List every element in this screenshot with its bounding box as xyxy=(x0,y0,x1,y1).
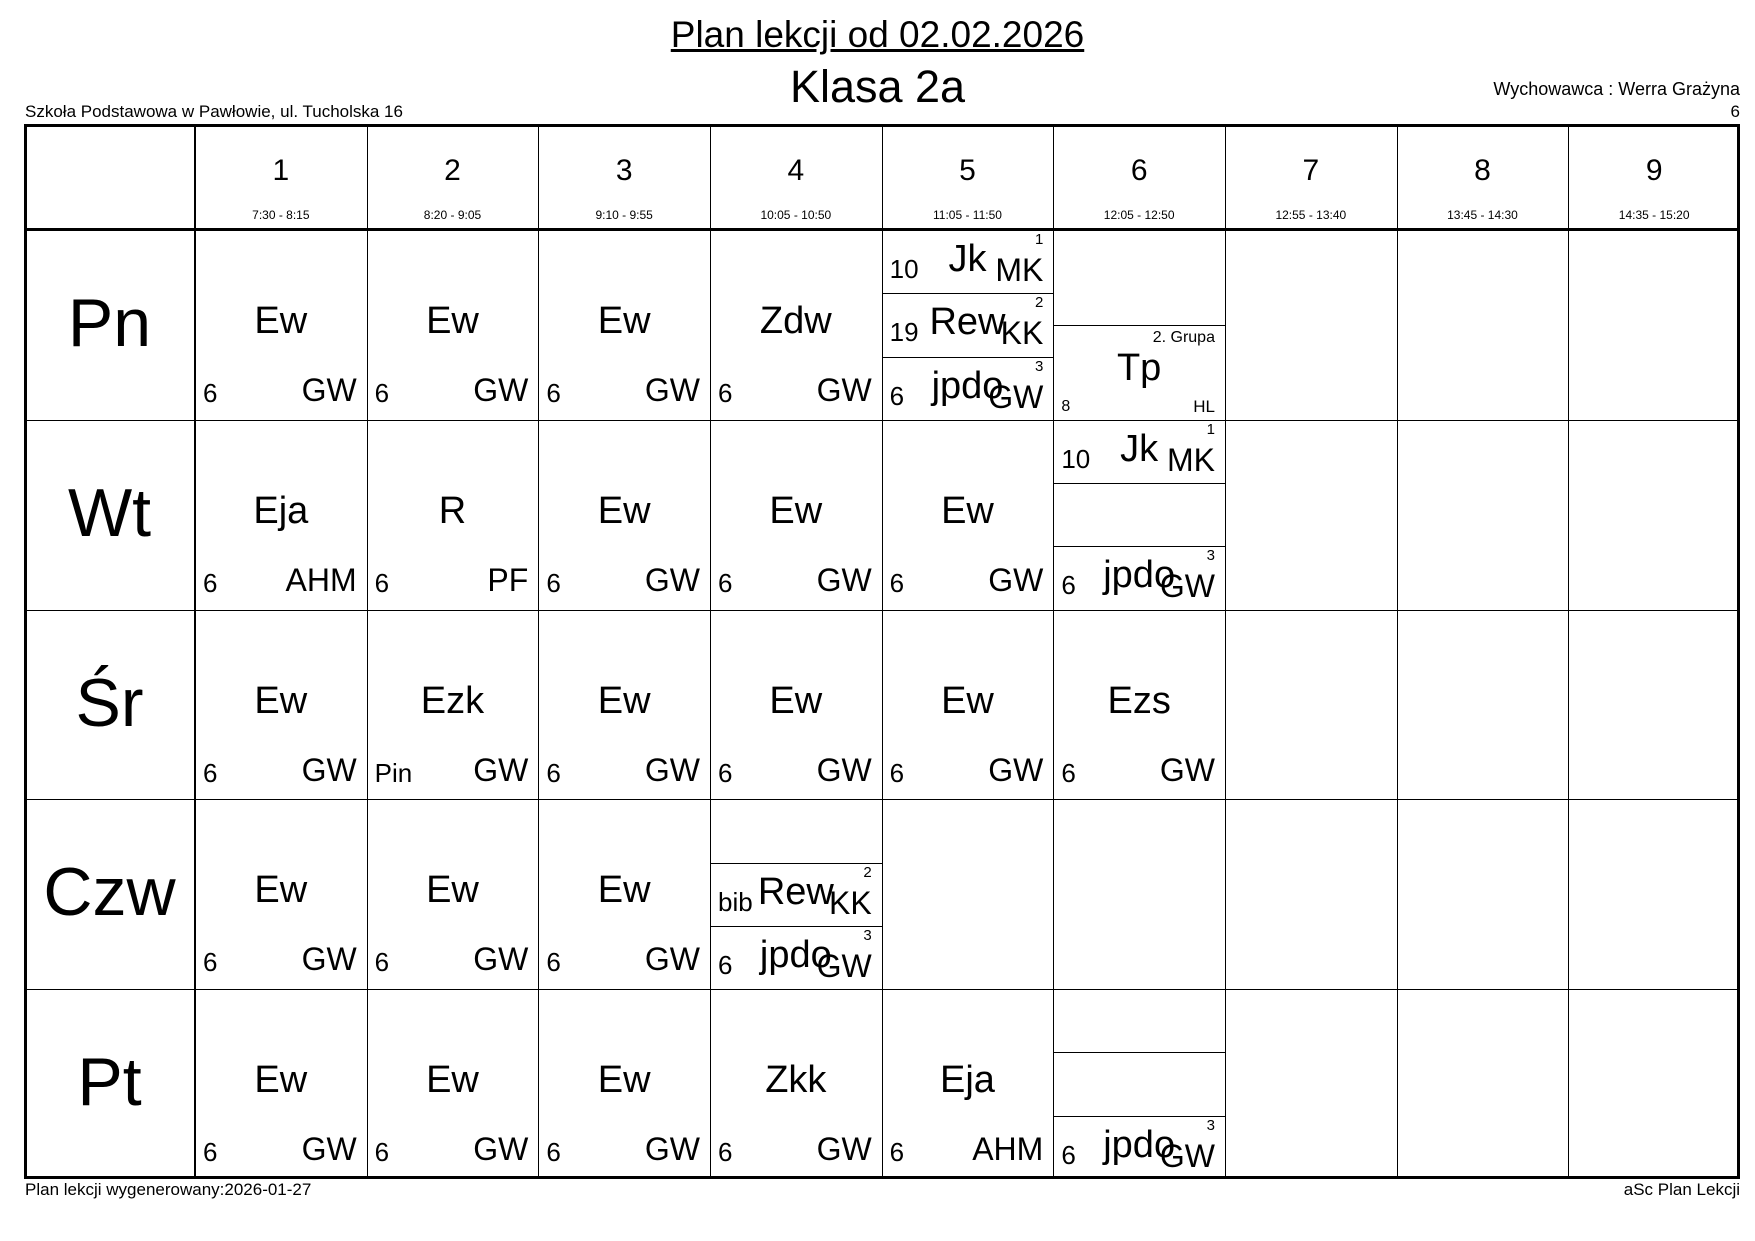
lesson-room: 6 xyxy=(374,378,390,408)
lesson-room: 6 xyxy=(203,378,218,408)
lesson-subject[interactable]: Ew xyxy=(769,489,823,532)
lesson-room: 6 xyxy=(203,947,218,978)
lesson-teacher: GW xyxy=(644,561,700,598)
lesson-room: 6 xyxy=(889,567,905,598)
lesson-room: 6 xyxy=(718,1137,733,1168)
lesson-subject[interactable]: Ezk xyxy=(420,679,485,722)
period-divider xyxy=(1568,124,1569,1179)
lesson-room: 19 xyxy=(889,317,919,348)
period-divider xyxy=(367,124,368,1179)
lesson-subject[interactable]: Ew xyxy=(254,1059,308,1102)
lesson-room: 6 xyxy=(546,757,561,788)
lesson-subject[interactable]: jpdo xyxy=(1103,554,1176,597)
lesson-subject[interactable]: Eja xyxy=(253,489,309,532)
timetable-grid xyxy=(24,124,1740,1179)
class-teacher: Wychowawca : Werra Grażyna xyxy=(1493,79,1740,99)
lesson-room: bib xyxy=(718,886,753,917)
lesson-teacher: GW xyxy=(473,1131,529,1168)
lesson-teacher: GW xyxy=(644,941,700,978)
day-label: Wt xyxy=(67,474,152,551)
class-name: Klasa 2a xyxy=(789,61,966,112)
lesson-room: 6 xyxy=(546,1137,561,1168)
group-divider xyxy=(710,863,882,864)
group-divider xyxy=(882,293,1054,294)
lesson-room: 6 xyxy=(1061,570,1076,601)
group-number: 2 xyxy=(1034,294,1044,312)
lesson-subject[interactable]: R xyxy=(438,489,467,532)
group-divider xyxy=(1053,1116,1225,1117)
lesson-subject[interactable]: Zdw xyxy=(759,300,832,342)
lesson-subject[interactable]: Ew xyxy=(254,869,308,912)
period-number: 4 xyxy=(787,154,805,187)
lesson-teacher: GW xyxy=(644,1131,700,1168)
lesson-teacher: AHM xyxy=(972,1131,1044,1168)
app-name: aSc Plan Lekcji xyxy=(1623,1180,1740,1199)
lesson-subject[interactable]: Ew xyxy=(941,489,994,532)
lesson-room: 6 xyxy=(889,757,905,788)
period-number: 9 xyxy=(1645,154,1663,187)
lesson-room: 6 xyxy=(718,757,733,788)
school-name: Szkoła Podstawowa w Pawłowie, ul. Tucholska 16 xyxy=(25,102,403,121)
group-divider xyxy=(1053,483,1225,484)
lesson-subject[interactable]: Jk xyxy=(948,238,987,280)
lesson-subject[interactable]: Ew xyxy=(597,489,651,532)
period-time: 7:30 - 8:15 xyxy=(252,208,310,222)
lesson-room: 8 xyxy=(1061,397,1071,415)
period-number: 7 xyxy=(1302,154,1320,187)
lesson-room: 6 xyxy=(889,1137,905,1168)
lesson-subject[interactable]: Jk xyxy=(1120,427,1159,470)
lesson-teacher: GW xyxy=(473,751,529,788)
page-title: Plan lekcji od 02.02.2026 xyxy=(670,14,1085,55)
period-number: 3 xyxy=(615,154,633,187)
group-number: 3 xyxy=(863,926,872,944)
period-time: 14:35 - 15:20 xyxy=(1618,208,1690,222)
lesson-room: 6 xyxy=(1061,757,1076,788)
lesson-teacher: GW xyxy=(816,947,872,984)
day-label: Czw xyxy=(43,854,176,931)
group-divider xyxy=(882,357,1054,358)
lesson-teacher: GW xyxy=(301,751,357,788)
lesson-room: 6 xyxy=(889,380,905,411)
lesson-room: 10 xyxy=(1061,443,1091,474)
lesson-subject[interactable]: Ew xyxy=(426,869,479,912)
lesson-room: 6 xyxy=(1061,1139,1076,1170)
group-number: 2 xyxy=(863,863,872,881)
period-divider xyxy=(538,124,539,1179)
lesson-teacher: KK xyxy=(828,884,872,921)
lesson-teacher: KK xyxy=(1000,315,1044,352)
period-number: 1 xyxy=(272,154,290,187)
lesson-room: 6 xyxy=(546,947,561,978)
lesson-teacher: GW xyxy=(816,1131,872,1168)
period-number: 5 xyxy=(959,154,976,187)
day-divider xyxy=(24,799,1740,800)
group-number: 1 xyxy=(1034,231,1044,248)
period-divider xyxy=(1053,124,1054,1179)
period-number: 8 xyxy=(1474,154,1491,187)
lesson-subject[interactable]: Rew xyxy=(929,301,1006,344)
lesson-room: 6 xyxy=(718,949,733,980)
lesson-teacher: GW xyxy=(988,378,1044,415)
group-number: 3 xyxy=(1034,357,1044,375)
lesson-subject[interactable]: Ew xyxy=(941,679,994,722)
lesson-teacher: AHM xyxy=(285,561,357,598)
period-number: 6 xyxy=(1130,154,1148,187)
lesson-subject[interactable]: Ew xyxy=(254,300,308,342)
day-label: Pn xyxy=(67,284,152,361)
day-label: Śr xyxy=(75,664,144,741)
period-divider xyxy=(710,124,711,1179)
group-number: 3 xyxy=(1206,547,1215,565)
lesson-subject[interactable]: Ew xyxy=(597,1059,651,1102)
lesson-subject[interactable]: Ew xyxy=(597,679,651,722)
lesson-teacher: GW xyxy=(816,372,872,408)
lesson-teacher: GW xyxy=(473,941,529,978)
lesson-teacher: GW xyxy=(988,751,1044,788)
lesson-subject[interactable]: Tp xyxy=(1116,346,1162,389)
group-number: 1 xyxy=(1206,420,1215,438)
period-time: 11:05 - 11:50 xyxy=(933,208,1002,222)
day-label: Pt xyxy=(77,1044,142,1121)
lesson-teacher: GW xyxy=(816,751,872,788)
lesson-subject[interactable]: Ew xyxy=(597,300,651,342)
group-divider xyxy=(1053,546,1225,547)
group-divider xyxy=(1053,1052,1225,1053)
lesson-teacher: GW xyxy=(1159,751,1215,788)
lesson-room: 6 xyxy=(203,567,218,598)
lesson-subject[interactable]: Ew xyxy=(254,679,308,722)
period-time: 8:20 - 9:05 xyxy=(423,208,482,222)
class-teacher-room: 6 xyxy=(1730,102,1740,121)
lesson-teacher: GW xyxy=(1159,1137,1215,1174)
period-time: 10:05 - 10:50 xyxy=(760,208,832,222)
lesson-room: 6 xyxy=(718,378,733,408)
lesson-room: Pin xyxy=(374,757,413,788)
lesson-teacher: GW xyxy=(644,372,700,408)
period-time: 13:45 - 14:30 xyxy=(1447,208,1518,222)
lesson-teacher: GW xyxy=(816,561,872,598)
group-number: 3 xyxy=(1206,1116,1215,1134)
lesson-room: 6 xyxy=(374,567,390,598)
lesson-subject[interactable]: Eja xyxy=(940,1059,995,1102)
lesson-teacher: GW xyxy=(301,941,357,978)
lesson-room: 6 xyxy=(374,947,390,978)
group-divider xyxy=(710,926,882,927)
lesson-teacher: GW xyxy=(1159,568,1215,605)
period-divider xyxy=(1225,124,1226,1179)
period-divider xyxy=(1397,124,1398,1179)
day-divider xyxy=(24,610,1740,611)
group-divider xyxy=(1053,325,1225,326)
lesson-room: 6 xyxy=(374,1137,390,1168)
period-time: 12:05 - 12:50 xyxy=(1103,208,1175,222)
lesson-room: 6 xyxy=(546,567,561,598)
period-time: 12:55 - 13:40 xyxy=(1275,208,1347,222)
lesson-teacher: GW xyxy=(644,751,700,788)
day-divider xyxy=(24,989,1740,990)
day-divider xyxy=(24,420,1740,421)
group-label: 2. Grupa xyxy=(1152,328,1215,346)
lesson-teacher: MK xyxy=(1166,441,1215,478)
lesson-teacher: GW xyxy=(473,372,529,408)
lesson-teacher: GW xyxy=(988,561,1044,598)
lesson-subject[interactable]: jpdo xyxy=(759,933,832,976)
period-number: 2 xyxy=(444,154,461,187)
lesson-subject[interactable]: Ew xyxy=(426,300,479,342)
lesson-subject[interactable]: Zkk xyxy=(765,1059,827,1102)
lesson-teacher: HL xyxy=(1193,396,1215,416)
lesson-subject[interactable]: jpdo xyxy=(1103,1123,1176,1166)
lesson-subject[interactable]: Ezs xyxy=(1107,679,1171,722)
lesson-subject[interactable]: Rew xyxy=(757,870,834,913)
lesson-room: 6 xyxy=(203,1137,218,1168)
lesson-subject[interactable]: Ew xyxy=(426,1059,479,1102)
lesson-teacher: GW xyxy=(301,1131,357,1168)
lesson-room: 6 xyxy=(718,567,733,598)
lesson-subject[interactable]: jpdo xyxy=(931,364,1004,407)
lesson-teacher: PF xyxy=(487,561,529,598)
period-time: 9:10 - 9:55 xyxy=(595,208,653,222)
lesson-room: 6 xyxy=(546,378,561,408)
generated-date: Plan lekcji wygenerowany:2026-01-27 xyxy=(25,1180,312,1199)
lesson-room: 10 xyxy=(889,254,919,284)
lesson-room: 6 xyxy=(203,757,218,788)
lesson-teacher: GW xyxy=(301,372,357,408)
lesson-subject[interactable]: Ew xyxy=(769,679,823,722)
lesson-subject[interactable]: Ew xyxy=(597,869,651,912)
lesson-teacher: MK xyxy=(995,252,1044,288)
